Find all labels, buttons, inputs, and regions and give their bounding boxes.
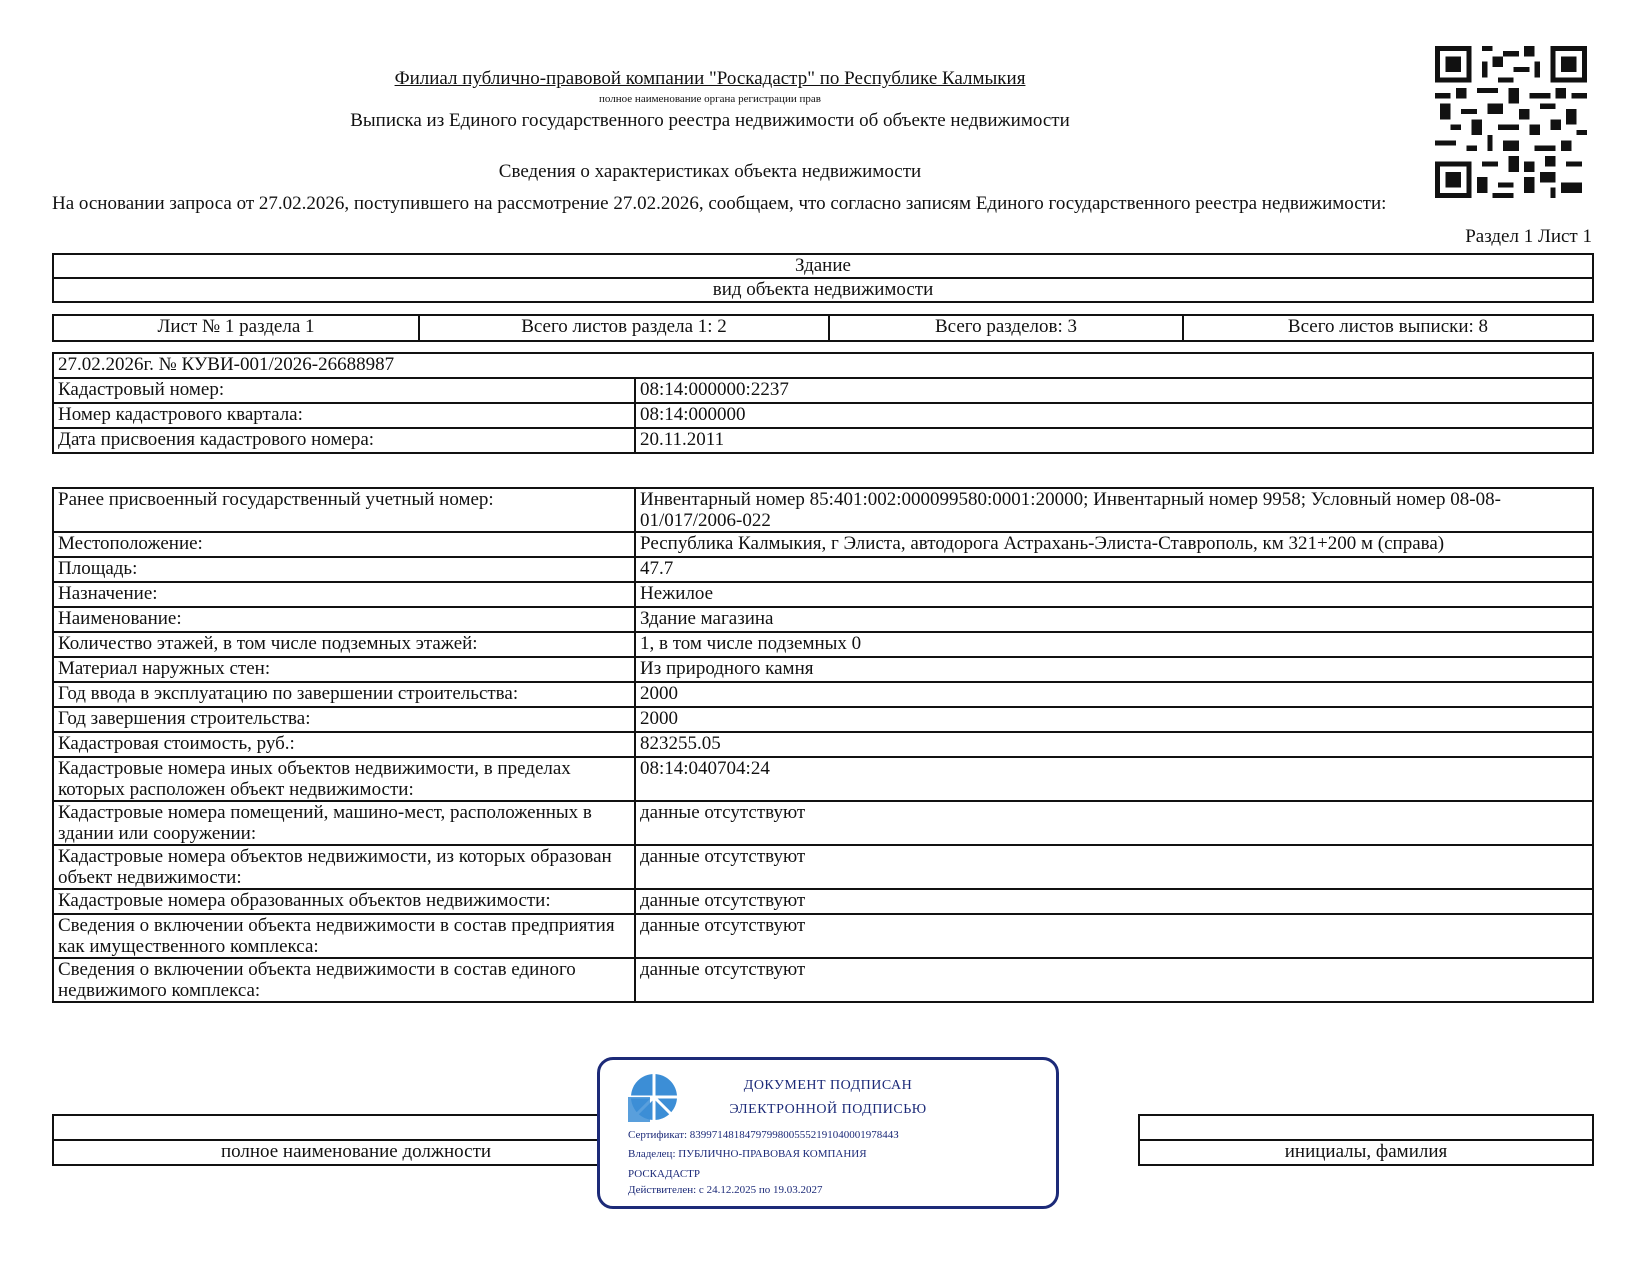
extract-sheets-total: Всего листов выписки: 8 <box>1183 315 1593 341</box>
row-value: 2000 <box>635 707 1593 732</box>
stamp-validity: Действителен: с 24.12.2025 по 19.03.2027 <box>628 1184 823 1196</box>
row-label: Ранее присвоенный государственный учетный номер: <box>53 488 635 532</box>
table-row <box>53 532 1593 557</box>
row-value: Из природного камня <box>635 657 1593 682</box>
row-label: Дата присвоения кадастрового номера: <box>53 428 635 453</box>
sections-total: Всего разделов: 3 <box>829 315 1183 341</box>
table-row <box>53 889 1593 914</box>
table-row <box>53 757 1593 801</box>
row-label: Кадастровые номера иных объектов недвижимости, в пределах которых расположен объект недвижимости: <box>53 757 635 801</box>
table-row <box>53 488 1593 532</box>
document-title: Выписка из Единого государственного реестра недвижимости об объекте недвижимости <box>350 110 1070 131</box>
row-value: 2000 <box>635 682 1593 707</box>
row-value: данные отсутствуют <box>635 889 1593 914</box>
row-label: Количество этажей, в том числе подземных этажей: <box>53 632 635 657</box>
table-row <box>53 582 1593 607</box>
row-label: Номер кадастрового квартала: <box>53 403 635 428</box>
row-label: Кадастровые номера помещений, машино-мест, расположенных в здании или сооружении: <box>53 801 635 845</box>
position-caption: полное наименование должности <box>53 1140 659 1165</box>
table-row <box>53 428 1593 453</box>
row-label: Кадастровый номер: <box>53 378 635 403</box>
row-value: 823255.05 <box>635 732 1593 757</box>
row-label: Кадастровые номера образованных объектов недвижимости: <box>53 889 635 914</box>
row-label: Местоположение: <box>53 532 635 557</box>
position-field <box>53 1115 659 1140</box>
table-row <box>53 801 1593 845</box>
row-value: 08:14:040704:24 <box>635 757 1593 801</box>
row-label: Год завершения строительства: <box>53 707 635 732</box>
request-basis-text: На основании запроса от 27.02.2026, поступившего на рассмотрение 27.02.2026, сообщаем, что согласно записям Единого государственного реестра недвижимости: <box>52 193 1387 214</box>
table-row <box>53 914 1593 958</box>
table-row <box>53 557 1593 582</box>
table-row <box>53 958 1593 1002</box>
row-value: Нежилое <box>635 582 1593 607</box>
row-value: данные отсутствуют <box>635 801 1593 845</box>
row-value: данные отсутствуют <box>635 845 1593 889</box>
row-label: Площадь: <box>53 557 635 582</box>
row-value: Инвентарный номер 85:401:002:000099580:0001:20000; Инвентарный номер 9958; Условный номер 08-08-01/017/2006-022 <box>635 488 1593 532</box>
row-label: Сведения о включении объекта недвижимости в состав предприятия как имущественного комплекса: <box>53 914 635 958</box>
row-value: 20.11.2011 <box>635 428 1593 453</box>
table-row <box>53 682 1593 707</box>
row-label: Сведения о включении объекта недвижимости в состав единого недвижимого комплекса: <box>53 958 635 1002</box>
row-value: Республика Калмыкия, г Элиста, автодорога Астрахань-Элиста-Ставрополь, км 321+200 м (справа) <box>635 532 1593 557</box>
row-label: Кадастровая стоимость, руб.: <box>53 732 635 757</box>
cadastral-table <box>52 352 1594 454</box>
table-row <box>53 707 1593 732</box>
stamp-owner: Владелец: ПУБЛИЧНО-ПРАВОВАЯ КОМПАНИЯ <box>628 1148 867 1160</box>
row-label: Назначение: <box>53 582 635 607</box>
row-label: Год ввода в эксплуатацию по завершении строительства: <box>53 682 635 707</box>
row-label: Кадастровые номера объектов недвижимости, из которых образован объект недвижимости: <box>53 845 635 889</box>
section-sheets-total: Всего листов раздела 1: 2 <box>419 315 829 341</box>
row-value: данные отсутствуют <box>635 914 1593 958</box>
table-row <box>53 732 1593 757</box>
name-caption: инициалы, фамилия <box>1139 1140 1593 1165</box>
table-row <box>53 403 1593 428</box>
object-type-table <box>52 253 1594 303</box>
electronic-signature-stamp <box>597 1057 1059 1209</box>
sheets-table <box>52 314 1594 342</box>
organization-name: Филиал публично-правовой компании "Роскадастр" по Республике Калмыкия <box>394 68 1026 89</box>
sheet-number: Лист № 1 раздела 1 <box>53 315 419 341</box>
stamp-certificate: Сертификат: 8399714818479799800555219104000197844З <box>628 1129 899 1141</box>
table-row <box>53 632 1593 657</box>
request-number: 27.02.2026г. № КУВИ-001/2026-26688987 <box>53 353 1593 378</box>
row-value: Здание магазина <box>635 607 1593 632</box>
table-row <box>53 607 1593 632</box>
row-value: 08:14:000000:2237 <box>635 378 1593 403</box>
object-type: Здание <box>53 254 1593 278</box>
qr-code-icon <box>1435 46 1587 198</box>
table-row <box>53 378 1593 403</box>
table-row <box>53 845 1593 889</box>
row-value: 1, в том числе подземных 0 <box>635 632 1593 657</box>
stamp-owner-name: РОСКАДАСТР <box>628 1168 701 1180</box>
row-label: Наименование: <box>53 607 635 632</box>
details-table <box>52 487 1594 1003</box>
stamp-title-line1: ДОКУМЕНТ ПОДПИСАН <box>743 1078 913 1093</box>
row-value: 08:14:000000 <box>635 403 1593 428</box>
document-subtitle: Сведения о характеристиках объекта недвижимости <box>498 161 922 182</box>
row-label: Материал наружных стен: <box>53 657 635 682</box>
section-sheet-label: Раздел 1 Лист 1 <box>1465 226 1592 247</box>
table-row <box>53 657 1593 682</box>
row-value: данные отсутствуют <box>635 958 1593 1002</box>
name-field <box>1139 1115 1593 1140</box>
row-value: 47.7 <box>635 557 1593 582</box>
object-type-caption: вид объекта недвижимости <box>53 278 1593 302</box>
stamp-title-line2: ЭЛЕКТРОННОЙ ПОДПИСЬЮ <box>729 1102 927 1117</box>
organization-caption: полное наименование органа регистрации прав <box>599 93 821 105</box>
